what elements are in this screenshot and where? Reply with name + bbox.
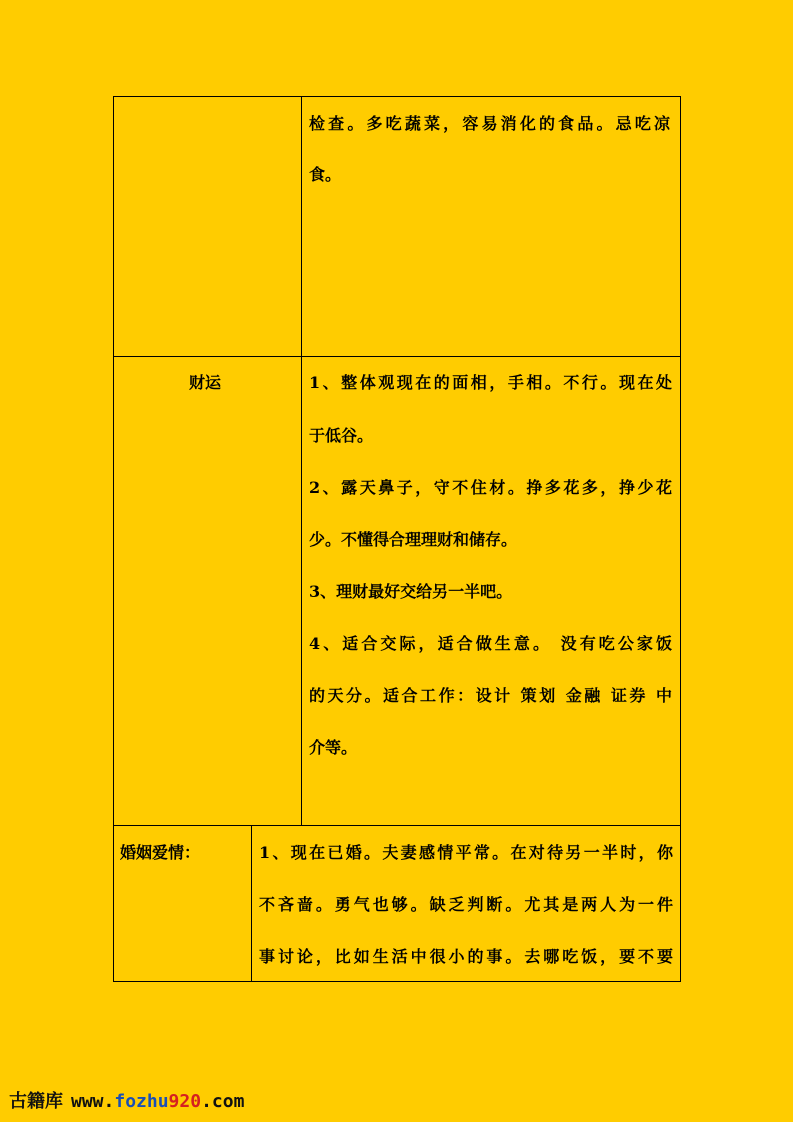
marriage-content-cell [259,826,673,981]
footer-brand: 古籍库 [9,1091,63,1112]
wealth-content-cell [309,357,672,825]
wealth-text-line-4: 少。不懂得合理理财和储存。 [309,530,518,549]
table-border-bottom [113,981,681,982]
footer-number: 920 [168,1091,202,1112]
wealth-label: 财运 [189,373,222,392]
footer-domain: fozhu [114,1091,169,1112]
footer-www: www. [71,1091,115,1112]
wealth-text-line-7: 的天分。适合工作：设计 策划 金融 证券 中 [309,686,672,705]
health-content-cell [309,96,670,356]
wealth-text-line-6: 4、适合交际，适合做生意。 没有吃公家饭 [309,634,672,653]
column-divider-lower [251,825,252,982]
wealth-label-cell [113,357,301,825]
wealth-text-line-8: 介等。 [309,738,358,757]
wealth-text-line-3: 2、露天鼻子，守不住材。挣多花多，挣少花 [309,478,672,497]
column-divider-upper [301,96,302,826]
marriage-label-cell [113,826,251,981]
table-border-right [680,96,681,982]
wealth-text-line-2: 于低谷。 [309,426,374,445]
health-text-line-1: 检查。多吃蔬菜，容易消化的食品。忌吃凉 [309,114,670,133]
footer-tld: .com [201,1091,245,1112]
marriage-text-line-1: 1、现在已婚。夫妻感情平常。在对待另一半时，你 [259,843,673,862]
wealth-text-line-5: 3、理财最好交给另一半吧。 [309,582,513,601]
marriage-label: 婚姻爱情： [120,843,201,862]
health-text-line-2: 食。 [309,165,342,184]
footer-watermark [9,1089,244,1115]
wealth-text-line-1: 1、整体观现在的面相，手相。不行。现在处 [309,373,672,392]
marriage-text-line-3: 事讨论，比如生活中很小的事。去哪吃饭，要不要 [259,947,673,966]
marriage-text-line-2: 不吝啬。勇气也够。缺乏判断。尤其是两人为一件 [259,895,673,914]
